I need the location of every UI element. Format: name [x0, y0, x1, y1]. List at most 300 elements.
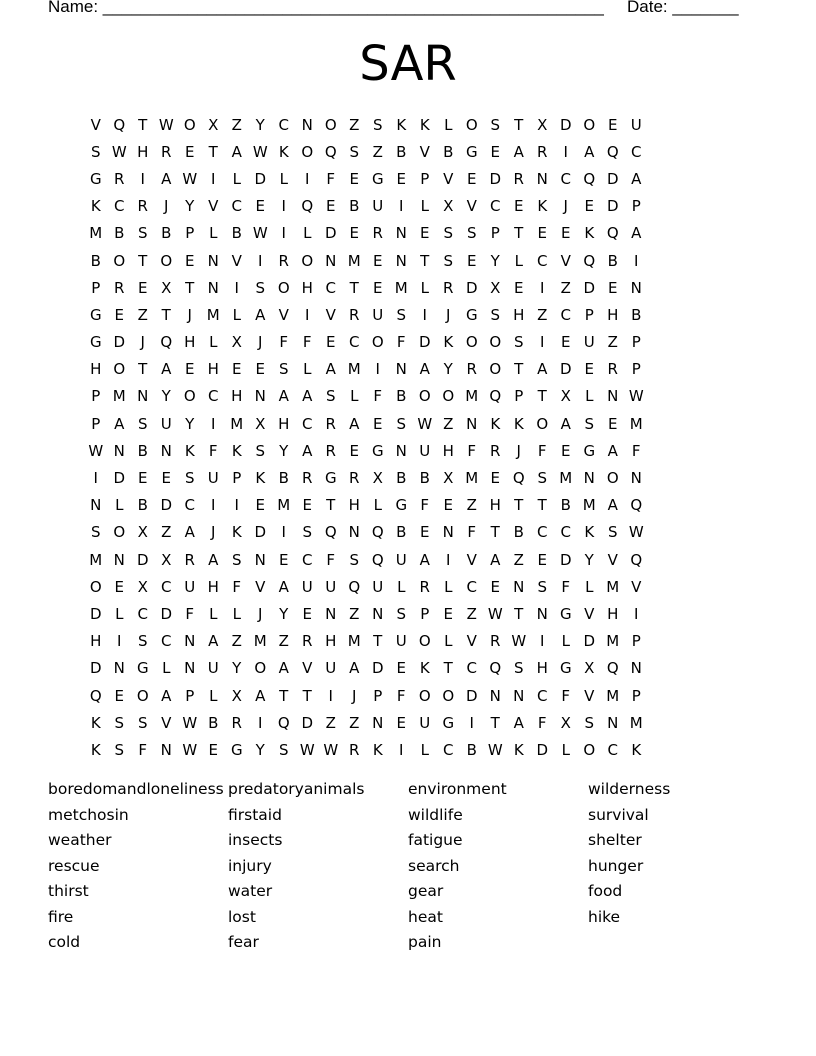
grid-letter: Y — [443, 360, 453, 379]
grid-row — [84, 111, 648, 138]
grid-letter: W — [299, 740, 315, 759]
grid-letter: K — [631, 740, 642, 759]
grid-letter: E — [443, 604, 453, 623]
grid-letter: D — [254, 169, 267, 188]
grid-letter: S — [490, 115, 501, 134]
word-bank-item: cold — [48, 933, 81, 951]
grid-letter: L — [279, 169, 288, 188]
grid-letter: P — [420, 169, 430, 188]
grid-letter: V — [466, 550, 477, 569]
grid-letter: A — [255, 686, 266, 705]
grid-letter: O — [277, 278, 290, 297]
grid-letter: E — [185, 142, 195, 161]
grid-letter: B — [396, 142, 407, 161]
grid-letter: U — [372, 197, 384, 216]
grid-letter: A — [255, 305, 266, 324]
grid-letter: N — [395, 224, 407, 243]
grid-letter: E — [608, 115, 618, 134]
grid-letter: W — [628, 387, 644, 406]
grid-letter: R — [278, 251, 289, 270]
grid-letter: K — [90, 197, 101, 216]
grid-letter: B — [349, 197, 360, 216]
word-bank-item: insects — [228, 831, 283, 849]
grid-letter: Z — [231, 115, 242, 134]
grid-letter: M — [465, 387, 479, 406]
grid-letter: L — [115, 496, 124, 515]
word-bank-item: boredomandloneliness — [48, 780, 224, 798]
grid-letter: Y — [279, 604, 289, 623]
grid-letter: J — [140, 333, 145, 352]
grid-row — [84, 437, 648, 464]
word-bank-item: wildlife — [408, 805, 463, 824]
grid-letter: E — [490, 577, 500, 596]
grid-letter: S — [490, 305, 501, 324]
grid-letter: P — [91, 414, 101, 433]
grid-letter: S — [137, 713, 148, 732]
grid-letter: O — [113, 360, 126, 379]
grid-row — [84, 573, 648, 600]
grid-letter: Q — [512, 469, 525, 488]
grid-letter: C — [114, 197, 125, 216]
grid-letter: U — [325, 577, 337, 596]
grid-letter: U — [372, 577, 384, 596]
grid-letter: P — [185, 686, 195, 705]
grid-letter: E — [255, 496, 265, 515]
grid-letter: G — [89, 169, 102, 188]
grid-letter: C — [490, 197, 501, 216]
grid-letter: A — [278, 387, 289, 406]
grid-letter: D — [89, 659, 102, 678]
grid-letter: H — [513, 305, 525, 324]
grid-letter: K — [584, 224, 595, 243]
grid-letter: M — [465, 469, 479, 488]
grid-letter: B — [137, 441, 148, 460]
grid-letter: W — [111, 142, 127, 161]
grid-letter: Z — [607, 333, 618, 352]
grid-letter: P — [514, 387, 524, 406]
grid-letter: S — [114, 713, 125, 732]
word-bank-item: thirst — [48, 882, 89, 900]
grid-letter: R — [302, 469, 313, 488]
grid-letter: M — [206, 305, 220, 324]
grid-letter: H — [301, 278, 313, 297]
grid-letter: E — [561, 441, 571, 460]
grid-letter: M — [394, 278, 408, 297]
grid-letter: W — [182, 713, 198, 732]
grid-letter: F — [396, 333, 406, 352]
grid-letter: F — [373, 387, 383, 406]
grid-letter: F — [561, 686, 571, 705]
grid-letter: N — [630, 469, 642, 488]
grid-row — [84, 193, 648, 220]
grid-letter: Q — [489, 387, 502, 406]
grid-letter: P — [631, 632, 641, 651]
grid-letter: C — [443, 740, 454, 759]
grid-letter: S — [372, 115, 383, 134]
grid-letter: P — [631, 197, 641, 216]
grid-letter: A — [114, 414, 125, 433]
grid-letter: U — [419, 441, 431, 460]
grid-letter: L — [232, 305, 241, 324]
grid-letter: E — [537, 224, 547, 243]
grid-letter: I — [258, 251, 263, 270]
grid-letter: C — [161, 632, 172, 651]
grid-letter: D — [559, 550, 572, 569]
grid-letter: T — [490, 713, 500, 732]
grid-letter: F — [420, 496, 430, 515]
word-bank-column — [228, 777, 408, 956]
grid-letter: X — [208, 115, 219, 134]
grid-letter: H — [137, 142, 149, 161]
grid-letter: U — [395, 550, 407, 569]
grid-letter: E — [584, 197, 594, 216]
grid-letter: C — [325, 278, 336, 297]
grid-letter: B — [114, 224, 125, 243]
date-field-label: Date: _______ — [627, 0, 739, 16]
grid-letter: F — [537, 441, 547, 460]
grid-letter: E — [608, 278, 618, 297]
grid-letter: D — [606, 169, 619, 188]
grid-letter: S — [537, 577, 548, 596]
grid-letter: U — [419, 713, 431, 732]
word-bank-item: water — [228, 882, 273, 900]
grid-letter: Z — [560, 278, 571, 297]
grid-letter: B — [90, 251, 101, 270]
grid-letter: M — [606, 577, 620, 596]
grid-row — [84, 628, 648, 655]
grid-letter: O — [371, 333, 384, 352]
grid-letter: U — [207, 659, 219, 678]
grid-letter: S — [184, 469, 195, 488]
grid-letter: E — [467, 251, 477, 270]
grid-letter: Z — [278, 632, 289, 651]
grid-letter: Y — [584, 550, 594, 569]
grid-letter: M — [606, 632, 620, 651]
grid-letter: X — [231, 333, 242, 352]
grid-letter: L — [209, 333, 218, 352]
grid-letter: O — [583, 115, 596, 134]
grid-letter: M — [559, 469, 573, 488]
grid-letter: W — [158, 115, 174, 134]
letter-grid — [84, 111, 648, 764]
word-bank-item: lost — [228, 907, 256, 926]
grid-letter: R — [537, 142, 548, 161]
grid-letter: N — [254, 550, 266, 569]
grid-letter: P — [490, 224, 500, 243]
grid-letter: P — [631, 333, 641, 352]
grid-letter: F — [631, 441, 641, 460]
grid-letter: M — [347, 360, 361, 379]
grid-letter: Q — [606, 142, 619, 161]
grid-letter: L — [397, 577, 406, 596]
grid-letter: K — [490, 414, 501, 433]
grid-letter: A — [208, 550, 219, 569]
grid-letter: U — [325, 659, 337, 678]
grid-letter: S — [114, 740, 125, 759]
grid-letter: O — [418, 387, 431, 406]
grid-letter: R — [302, 632, 313, 651]
grid-letter: N — [630, 659, 642, 678]
grid-letter: I — [634, 604, 639, 623]
grid-letter: K — [419, 115, 430, 134]
grid-letter: A — [184, 523, 195, 542]
grid-letter: I — [563, 142, 568, 161]
grid-letter: L — [561, 632, 570, 651]
grid-letter: H — [442, 441, 454, 460]
grid-letter: X — [560, 387, 571, 406]
grid-letter: L — [420, 278, 429, 297]
grid-letter: C — [161, 577, 172, 596]
grid-letter: E — [255, 360, 265, 379]
grid-letter: K — [372, 740, 383, 759]
grid-letter: H — [489, 496, 501, 515]
grid-row — [84, 165, 648, 192]
grid-letter: Y — [232, 659, 242, 678]
grid-letter: K — [443, 333, 454, 352]
grid-row — [84, 274, 648, 301]
grid-letter: L — [350, 387, 359, 406]
grid-letter: N — [137, 387, 149, 406]
grid-letter: A — [161, 686, 172, 705]
grid-row — [84, 600, 648, 627]
grid-letter: T — [279, 686, 289, 705]
grid-letter: E — [114, 577, 124, 596]
grid-letter: Q — [583, 169, 596, 188]
grid-row — [84, 682, 648, 709]
grid-letter: D — [583, 632, 596, 651]
grid-letter: I — [540, 632, 545, 651]
grid-letter: R — [513, 169, 524, 188]
grid-letter: I — [211, 414, 216, 433]
grid-letter: T — [443, 659, 453, 678]
grid-letter: R — [490, 632, 501, 651]
grid-letter: P — [232, 469, 242, 488]
grid-letter: E — [232, 360, 242, 379]
grid-letter: I — [375, 360, 380, 379]
grid-letter: P — [185, 224, 195, 243]
grid-letter: V — [255, 577, 266, 596]
grid-letter: W — [182, 740, 198, 759]
grid-letter: E — [138, 278, 148, 297]
grid-letter: A — [231, 142, 242, 161]
grid-letter: G — [559, 604, 572, 623]
grid-letter: Q — [277, 713, 290, 732]
grid-letter: D — [113, 333, 126, 352]
grid-letter: K — [184, 441, 195, 460]
word-bank-item: environment — [408, 780, 507, 798]
grid-letter: L — [209, 224, 218, 243]
grid-letter: I — [117, 632, 122, 651]
grid-letter: V — [584, 686, 595, 705]
grid-letter: I — [399, 740, 404, 759]
grid-letter: N — [395, 251, 407, 270]
grid-letter: F — [232, 577, 242, 596]
grid-letter: S — [255, 278, 266, 297]
grid-letter: E — [349, 169, 359, 188]
grid-letter: S — [278, 740, 289, 759]
grid-letter: X — [161, 278, 172, 297]
word-bank-item: survival — [588, 805, 649, 824]
grid-letter: M — [253, 632, 267, 651]
grid-letter: F — [302, 333, 312, 352]
grid-letter: A — [584, 142, 595, 161]
grid-letter: N — [113, 441, 125, 460]
grid-letter: C — [537, 686, 548, 705]
grid-letter: M — [606, 686, 620, 705]
grid-letter: O — [583, 740, 596, 759]
grid-letter: J — [211, 523, 216, 542]
grid-letter: R — [466, 360, 477, 379]
grid-row — [84, 736, 648, 763]
grid-letter: T — [208, 142, 218, 161]
word-bank-item: hike — [588, 907, 621, 926]
grid-letter: T — [302, 686, 312, 705]
grid-letter: V — [278, 305, 289, 324]
grid-letter: E — [514, 197, 524, 216]
grid-letter: F — [185, 604, 195, 623]
grid-letter: C — [137, 604, 148, 623]
grid-letter: W — [88, 441, 104, 460]
grid-letter: J — [446, 305, 451, 324]
grid-row — [84, 356, 648, 383]
grid-letter: D — [160, 496, 173, 515]
grid-letter: N — [325, 604, 337, 623]
word-bank-item: fire — [48, 907, 74, 926]
grid-letter: N — [395, 441, 407, 460]
grid-letter: D — [465, 686, 478, 705]
grid-letter: N — [607, 387, 619, 406]
grid-letter: E — [326, 197, 336, 216]
grid-letter: S — [255, 441, 266, 460]
grid-letter: K — [584, 523, 595, 542]
grid-letter: E — [420, 523, 430, 542]
grid-letter: Q — [371, 550, 384, 569]
grid-letter: B — [466, 740, 477, 759]
grid-letter: I — [281, 197, 286, 216]
grid-letter: L — [420, 740, 429, 759]
grid-letter: S — [90, 142, 101, 161]
grid-letter: D — [301, 713, 314, 732]
grid-letter: A — [208, 632, 219, 651]
grid-letter: P — [91, 387, 101, 406]
grid-letter: F — [396, 686, 406, 705]
grid-letter: V — [560, 251, 571, 270]
grid-letter: O — [442, 387, 455, 406]
grid-letter: N — [372, 713, 384, 732]
grid-letter: Y — [279, 441, 289, 460]
grid-letter: H — [278, 414, 290, 433]
grid-letter: J — [164, 197, 169, 216]
grid-letter: M — [230, 414, 244, 433]
grid-row — [84, 709, 648, 736]
word-bank-item: firstaid — [228, 805, 282, 824]
grid-letter: X — [161, 550, 172, 569]
grid-letter: S — [231, 550, 242, 569]
grid-letter: F — [208, 441, 218, 460]
grid-letter: M — [89, 224, 103, 243]
grid-letter: A — [161, 360, 172, 379]
grid-letter: V — [466, 632, 477, 651]
grid-row — [84, 220, 648, 247]
grid-letter: Z — [137, 305, 148, 324]
grid-letter: N — [301, 115, 313, 134]
grid-row — [84, 492, 648, 519]
grid-letter: V — [584, 604, 595, 623]
grid-letter: Y — [161, 387, 171, 406]
grid-letter: S — [396, 604, 407, 623]
grid-letter: E — [326, 333, 336, 352]
grid-letter: P — [373, 686, 383, 705]
grid-letter: X — [443, 197, 454, 216]
grid-letter: C — [560, 523, 571, 542]
grid-letter: V — [607, 550, 618, 569]
grid-letter: T — [537, 496, 547, 515]
grid-letter: S — [137, 414, 148, 433]
grid-letter: R — [349, 305, 360, 324]
grid-letter: F — [537, 713, 547, 732]
grid-letter: G — [230, 740, 243, 759]
grid-letter: O — [489, 333, 502, 352]
grid-letter: A — [513, 142, 524, 161]
grid-letter: A — [419, 360, 430, 379]
grid-letter: D — [136, 550, 149, 569]
grid-letter: A — [278, 659, 289, 678]
grid-letter: D — [559, 115, 572, 134]
grid-letter: V — [231, 251, 242, 270]
grid-letter: R — [607, 360, 618, 379]
word-bank-column — [408, 777, 588, 956]
grid-letter: N — [442, 523, 454, 542]
grid-letter: E — [349, 441, 359, 460]
grid-letter: N — [325, 251, 337, 270]
grid-letter: B — [607, 251, 618, 270]
grid-letter: U — [184, 577, 196, 596]
grid-letter: R — [372, 224, 383, 243]
grid-letter: T — [514, 115, 524, 134]
grid-letter: E — [185, 360, 195, 379]
grid-letter: T — [185, 278, 195, 297]
grid-letter: V — [302, 659, 313, 678]
grid-letter: E — [514, 278, 524, 297]
grid-letter: W — [182, 169, 198, 188]
word-bank-item: fatigue — [408, 831, 463, 849]
grid-letter: A — [419, 550, 430, 569]
grid-letter: F — [467, 441, 477, 460]
grid-letter: G — [89, 333, 102, 352]
grid-letter: Y — [185, 197, 195, 216]
grid-letter: X — [584, 659, 595, 678]
grid-letter: F — [326, 169, 336, 188]
grid-letter: H — [607, 305, 619, 324]
grid-letter: R — [443, 278, 454, 297]
grid-letter: Q — [113, 115, 126, 134]
grid-letter: H — [348, 496, 360, 515]
word-bank-item: shelter — [588, 831, 642, 849]
grid-letter: B — [419, 469, 430, 488]
grid-letter: I — [234, 278, 239, 297]
grid-letter: J — [258, 604, 263, 623]
grid-letter: Z — [513, 550, 524, 569]
grid-letter: E — [114, 686, 124, 705]
grid-letter: U — [301, 577, 313, 596]
grid-letter: T — [514, 604, 524, 623]
grid-letter: A — [560, 414, 571, 433]
grid-letter: D — [536, 740, 549, 759]
grid-letter: C — [278, 115, 289, 134]
grid-letter: U — [207, 469, 219, 488]
grid-letter: B — [231, 224, 242, 243]
grid-letter: T — [514, 360, 524, 379]
